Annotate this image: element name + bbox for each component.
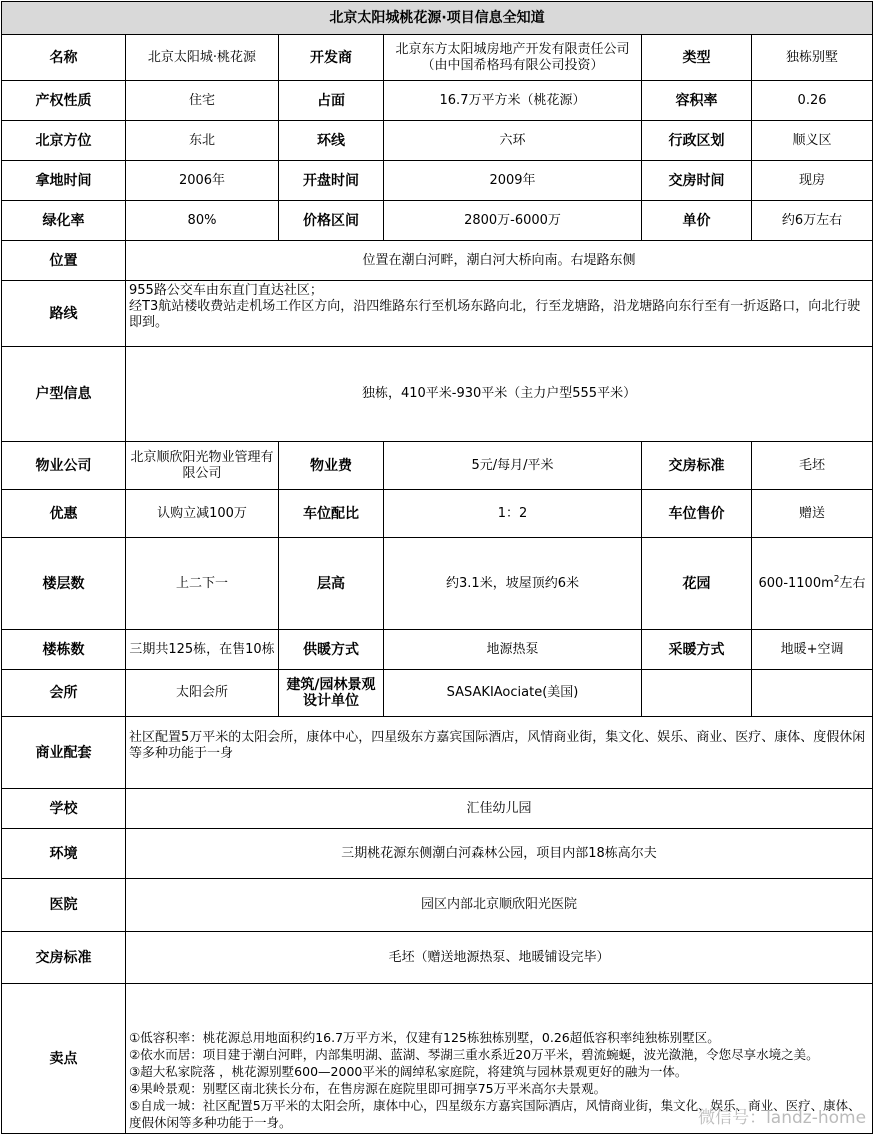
value-land-date: 2006年 [126, 161, 279, 201]
value-delivery-standard: 毛坯 [752, 442, 873, 490]
table-row [2, 984, 873, 1134]
value-delivery-date: 现房 [752, 161, 873, 201]
value-green-rate: 80% [126, 201, 279, 241]
empty-cell [642, 670, 752, 717]
selling-point: ④果岭景观：别墅区南北狭长分布，在售房源在庭院里即可拥享75万平米高尔夫景观。 [129, 1081, 607, 1096]
label-direction: 北京方位 [2, 121, 126, 161]
label-plot-ratio: 容积率 [642, 81, 752, 121]
selling-point: ①低容积率：桃花源总用地面积约16.7万平方米，仅建有125栋独栋别墅，0.26超低容积率纯独栋别墅区。 [129, 1030, 720, 1045]
label-parking-price: 车位售价 [642, 490, 752, 538]
label-floors: 楼层数 [2, 538, 126, 630]
label-open-date: 开盘时间 [279, 161, 384, 201]
commerce-text: 社区配置5万平米的太阳会所，康体中心，四星级东方嘉宾国际酒店，风情商业街，集文化、娱乐、商业、医疗、康体、度假休闲等多种功能于一身 [129, 729, 866, 761]
value-floor-height: 约3.1米，坡屋顶约6米 [384, 538, 642, 630]
table-row [2, 670, 873, 717]
label-price-range: 价格区间 [279, 201, 384, 241]
table-row [2, 347, 873, 442]
label-delivery: 交房标准 [2, 932, 126, 984]
table-row [2, 490, 873, 538]
selling-point: ③超大私家院落 ，桃花源别墅600—2000平米的阔绰私家庭院，将建筑与园林景观更好的融为一体。 [129, 1064, 688, 1079]
table-row [2, 538, 873, 630]
label-layout: 户型信息 [2, 347, 126, 442]
value-garden [752, 538, 873, 630]
value-buildings: 三期共125栋，在售10栋 [126, 630, 279, 670]
label-unit-price: 单价 [642, 201, 752, 241]
garden-suffix: 左右 [839, 575, 866, 591]
table-row [2, 630, 873, 670]
watermark: 微信号：landz-home [698, 1108, 867, 1128]
label-property-company: 物业公司 [2, 442, 126, 490]
label-environment: 环境 [2, 829, 126, 879]
table-row [2, 789, 873, 829]
label-type: 类型 [642, 35, 752, 81]
value-property-right: 住宅 [126, 81, 279, 121]
label-buildings: 楼栋数 [2, 630, 126, 670]
value-location: 位置在潮白河畔，潮白河大桥向南。右堤路东侧 [126, 241, 873, 281]
label-heating-supply: 供暖方式 [279, 630, 384, 670]
value-commerce [126, 717, 873, 789]
value-hospital: 园区内部北京顺欣阳光医院 [126, 879, 873, 932]
label-land-date: 拿地时间 [2, 161, 126, 201]
label-delivery-standard: 交房标准 [642, 442, 752, 490]
selling-point: ⑤自成一城：社区配置5万平米的太阳会所，康体中心，四星级东方嘉宾国际酒店，风情商业街，集文化、娱乐、商业、医疗、康体、度假休闲等多种功能于一身。 [129, 1098, 861, 1130]
label-heating-method: 采暖方式 [642, 630, 752, 670]
table-row [2, 442, 873, 490]
label-school: 学校 [2, 789, 126, 829]
table-row [2, 932, 873, 984]
label-property-right: 产权性质 [2, 81, 126, 121]
route-line-1: 955路公交车由东直门直达社区； [129, 282, 323, 298]
value-clubhouse: 太阳会所 [126, 670, 279, 717]
value-route [126, 281, 873, 347]
label-hospital: 医院 [2, 879, 126, 932]
label-discount: 优惠 [2, 490, 126, 538]
label-designer: 建筑/园林景观设计单位 [279, 670, 384, 717]
value-school: 汇佳幼儿园 [126, 789, 873, 829]
label-ring-road: 环线 [279, 121, 384, 161]
value-unit-price: 约6万左右 [752, 201, 873, 241]
table-row [2, 81, 873, 121]
label-selling-points: 卖点 [2, 984, 126, 1134]
value-delivery: 毛坯（赠送地源热泵、地暖铺设完毕） [126, 932, 873, 984]
label-green-rate: 绿化率 [2, 201, 126, 241]
route-line-2: 经T3航站楼收费站走机场工作区方向，沿四维路东行至机场东路向北，行至龙塘路，沿龙塘路向东行至有一折返路口，向北行驶即到。 [129, 298, 861, 330]
value-designer: SASAKIAociate(美国) [384, 670, 642, 717]
table-row [2, 121, 873, 161]
empty-cell [752, 670, 873, 717]
label-route: 路线 [2, 281, 126, 347]
value-type: 独栋别墅 [752, 35, 873, 81]
value-name: 北京太阳城·桃花源 [126, 35, 279, 81]
table-row [2, 201, 873, 241]
label-floor-height: 层高 [279, 538, 384, 630]
label-location: 位置 [2, 241, 126, 281]
label-commerce: 商业配套 [2, 717, 126, 789]
value-heating-supply: 地源热泵 [384, 630, 642, 670]
garden-unit-sup: 2 [833, 574, 840, 585]
value-district: 顺义区 [752, 121, 873, 161]
value-floors: 上二下一 [126, 538, 279, 630]
table-row [2, 241, 873, 281]
value-open-date: 2009年 [384, 161, 642, 201]
value-ring-road: 六环 [384, 121, 642, 161]
table-row [2, 829, 873, 879]
value-parking-price: 赠送 [752, 490, 873, 538]
garden-size: 600-1100m [758, 575, 834, 591]
value-developer: 北京东方太阳城房地产开发有限责任公司（由中国希格玛有限公司投资） [384, 35, 642, 81]
project-info-table [1, 1, 873, 1134]
label-delivery-date: 交房时间 [642, 161, 752, 201]
value-discount: 认购立减100万 [126, 490, 279, 538]
table-row [2, 161, 873, 201]
table-row [2, 281, 873, 347]
value-area: 16.7万平方米（桃花源） [384, 81, 642, 121]
label-property-fee: 物业费 [279, 442, 384, 490]
label-name: 名称 [2, 35, 126, 81]
value-parking-ratio: 1：2 [384, 490, 642, 538]
value-price-range: 2800万-6000万 [384, 201, 642, 241]
table-row [2, 879, 873, 932]
value-plot-ratio: 0.26 [752, 81, 873, 121]
value-direction: 东北 [126, 121, 279, 161]
table-row [2, 717, 873, 789]
value-layout: 独栋，410平米-930平米（主力户型555平米） [126, 347, 873, 442]
table-row [2, 35, 873, 81]
label-clubhouse: 会所 [2, 670, 126, 717]
value-property-fee: 5元/每月/平米 [384, 442, 642, 490]
value-environment: 三期桃花源东侧潮白河森林公园，项目内部18栋高尔夫 [126, 829, 873, 879]
label-district: 行政区划 [642, 121, 752, 161]
value-heating-method: 地暖+空调 [752, 630, 873, 670]
label-area: 占面 [279, 81, 384, 121]
label-developer: 开发商 [279, 35, 384, 81]
value-selling-points [126, 984, 873, 1134]
label-parking-ratio: 车位配比 [279, 490, 384, 538]
selling-point: ②依水而居：项目建于潮白河畔，内部集明湖、蓝湖、琴湖三重水系近20万平米，碧流蜿蜒，波光潋滟，令您尽享水境之美。 [129, 1047, 819, 1062]
label-garden: 花园 [642, 538, 752, 630]
value-property-company: 北京顺欣阳光物业管理有限公司 [126, 442, 279, 490]
table-title: 北京太阳城桃花源·项目信息全知道 [2, 2, 873, 35]
